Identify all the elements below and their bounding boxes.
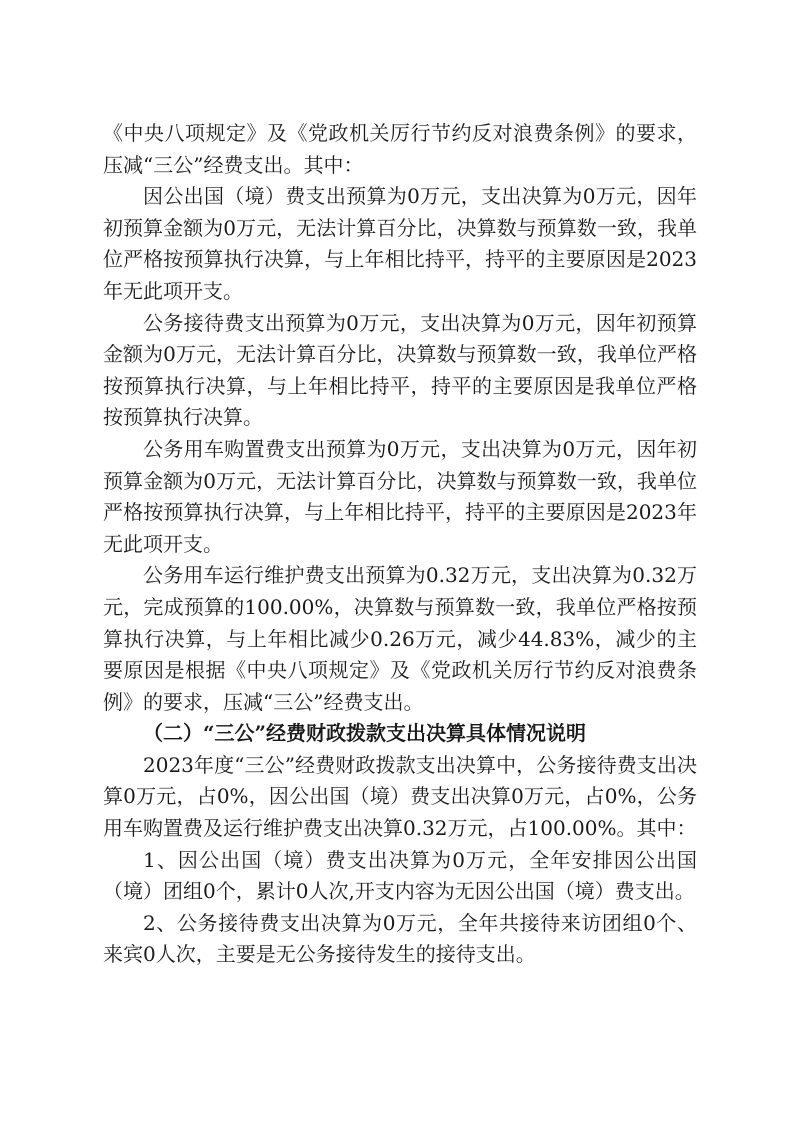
paragraph-overseas-travel: 因公出国（境）费支出预算为0万元，支出决算为0万元，因年初预算金额为0万元，无法计算百分比，决算数与预算数一致，我单位严格按预算执行决算，与上年相比持平，持平的主要原因是2023年无此项开支。 (103, 184, 697, 303)
section-heading: （二）“三公”经费财政拨款支出决算具体情况说明 (143, 721, 587, 746)
paragraph-vehicle-maintenance: 公务用车运行维护费支出预算为0.32万元，支出决算为0.32万元，完成预算的100.00%，决算数与预算数一致，我单位严格按预算执行决算，与上年相比减少0.26万元，减少44.83%，减少的主要原因是根据《中央八项规定》及《党政机关厉行节约反对浪费条例》的要求，压减“三公”经费支出。 (103, 563, 697, 714)
paragraph-item-2: 2、公务接待费支出决算为0万元，全年共接待来访团组0个、来宾0人次，主要是无公务接待发生的接待支出。 (103, 910, 697, 967)
paragraph-item-1: 1、因公出国（境）费支出决算为0万元，全年安排因公出国（境）团组0个，累计0人次,开支内容为无因公出国（境）费支出。 (103, 847, 697, 904)
paragraph-summary: 2023年度“三公”经费财政拨款支出决算中，公务接待费支出决算0万元，占0%，因公出国（境）费支出决算0万元，占0%，公务用车购置费及运行维护费支出决算0.32万元，占100.00%。其中： (103, 752, 697, 841)
paragraph-reception: 公务接待费支出预算为0万元，支出决算为0万元，因年初预算金额为0万元，无法计算百分比，决算数与预算数一致，我单位严格按预算执行决算，与上年相比持平，持平的主要原因是我单位严格按预算执行决算。 (103, 310, 697, 430)
paragraph-intro: 《中央八项规定》及《党政机关厉行节约反对浪费条例》的要求，压减“三公”经费支出。其中： (103, 121, 697, 177)
paragraph-vehicle-purchase: 公务用车购置费支出预算为0万元，支出决算为0万元，因年初预算金额为0万元，无法计算百分比，决算数与预算数一致，我单位严格按预算执行决算，与上年相比持平，持平的主要原因是2023年无此项开支。 (103, 436, 697, 556)
document-page (103, 118, 697, 971)
